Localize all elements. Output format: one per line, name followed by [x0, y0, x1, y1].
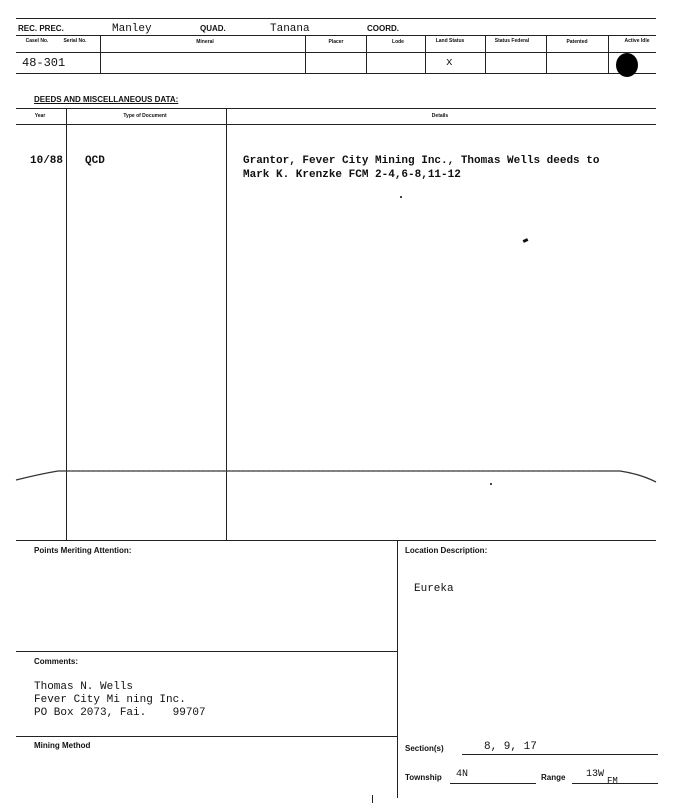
col-serial-no: Serial No.	[63, 38, 87, 44]
township-label: Township	[405, 773, 442, 782]
deeds-bottom-rule	[16, 540, 656, 541]
lower-center-divider	[397, 540, 398, 798]
range-label: Range	[541, 773, 566, 782]
divider	[546, 36, 547, 73]
ink-speck	[400, 196, 402, 198]
township-underline	[450, 783, 536, 784]
col-active-idle: Active Idle	[624, 38, 650, 44]
sections-underline	[462, 754, 658, 755]
location-description-label: Location Description:	[405, 546, 488, 555]
col-patented: Patented	[566, 39, 588, 45]
rec-prec-value: Manley	[112, 23, 152, 35]
col-year: Year	[34, 113, 46, 119]
quad-value: Tanana	[270, 23, 310, 35]
deed-type: QCD	[85, 155, 105, 167]
township-value: 4N	[456, 769, 469, 780]
col-status-federal: Status Federal	[494, 38, 530, 44]
land-status-mark: x	[446, 57, 453, 69]
comments-line-3: PO Box 2073, Fai. 99707	[34, 707, 206, 719]
col-mineral: Mineral	[196, 39, 214, 45]
deed-year: 10/88	[30, 155, 64, 167]
divider	[485, 36, 486, 73]
rec-prec-label: REC. PREC.	[18, 24, 64, 33]
divider	[608, 36, 609, 73]
comments-label: Comments:	[34, 657, 79, 666]
col-casel-no: Casel No.	[25, 38, 49, 44]
sections-value: 8, 9, 17	[484, 741, 537, 753]
mining-method-rule	[16, 736, 397, 737]
deeds-section-title: DEEDS AND MISCELLANEOUS DATA:	[34, 95, 179, 104]
comments-line-1: Thomas N. Wells	[34, 681, 134, 693]
header-rule	[16, 35, 656, 36]
col-details: Details	[431, 113, 449, 119]
casel-number: 48-301	[22, 56, 66, 70]
divider	[425, 36, 426, 73]
range-value: 13W	[586, 769, 605, 780]
deed-details-line1: Grantor, Fever City Mining Inc., Thomas Wells deeds to	[243, 155, 600, 167]
col-land-status: Land Status	[435, 38, 465, 44]
range-suffix: FM	[607, 776, 618, 786]
sections-label: Section(s)	[405, 744, 444, 753]
active-idle-marker	[616, 53, 638, 77]
deeds-header-rule	[16, 124, 656, 125]
tick-mark	[372, 795, 373, 803]
deeds-top-rule	[16, 108, 656, 109]
points-meriting-attention-label: Points Meriting Attention:	[34, 546, 132, 555]
ink-speck	[523, 238, 529, 243]
divider	[366, 36, 367, 73]
quad-label: QUAD.	[200, 24, 226, 33]
col-lode: Lode	[392, 39, 404, 45]
mining-method-label: Mining Method	[34, 741, 91, 750]
column-header-rule	[16, 52, 656, 53]
deed-details-line2: Mark K. Krenzke FCM 2-4,6-8,11-12	[243, 169, 461, 181]
record-bottom-rule	[16, 73, 656, 74]
comments-rule	[16, 651, 397, 652]
col-type-of-document: Type of Document	[123, 113, 167, 119]
divider	[100, 36, 101, 73]
top-rule	[16, 18, 656, 19]
comments-line-2: Fever City Mi ning Inc.	[34, 694, 186, 706]
coord-label: COORD.	[367, 24, 399, 33]
col-placer: Placer	[328, 39, 344, 45]
divider	[305, 36, 306, 73]
location-description-value: Eureka	[414, 583, 454, 595]
fold-line	[0, 462, 678, 492]
